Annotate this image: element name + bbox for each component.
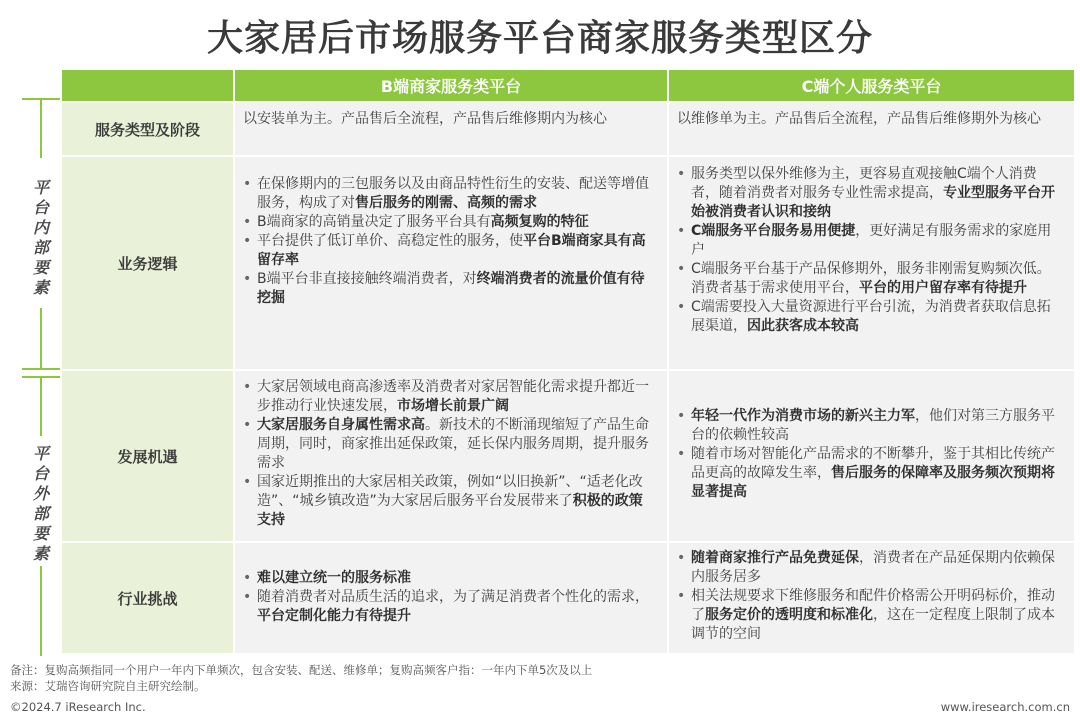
bullet-text-pre: B端平台非直接接触终端消费者，对	[257, 271, 477, 287]
bullet-item	[669, 165, 1062, 222]
opp-b-list	[235, 378, 649, 530]
bullet-text-pre: C端服务平台基于产品保修期外，服务非刚需复购频次低。消费者基于需求使用平台，	[691, 261, 1051, 296]
header-c: C端个人服务类平台	[669, 70, 1074, 101]
header-blank	[62, 70, 233, 101]
header-b: B端商家服务类平台	[235, 70, 667, 101]
bullet-item	[235, 378, 649, 416]
page-title: 大家居后市场服务平台商家服务类型区分	[206, 18, 873, 59]
bullet-text-pre: B端商家的高销量决定了服务平台具有	[257, 214, 491, 230]
opp-c-list	[669, 407, 1062, 502]
bullet-text-bold: 因此获客成本较高	[747, 318, 859, 334]
bullet-item	[235, 213, 649, 232]
cell-logic-b	[235, 157, 667, 369]
bullet-text-post: 。新技术的不断涌现缩短了产品生命周期，同时，商家推出延保政策，延长保内服务周期，提升服务需求	[257, 417, 649, 471]
bullet-text-post: ，消费者在产品延保期内依赖保内服务居多	[691, 550, 1055, 585]
cell-type-c: 以维修单为主。产品售后全流程，产品售后维修期外为核心	[669, 103, 1074, 155]
side-label-inner	[22, 98, 60, 370]
bullet-item	[235, 232, 649, 270]
side-text-inner: 平台内部要素	[32, 178, 49, 297]
bullet-text-pre: 随着市场对智能化产品需求的不断攀升，鉴于其相比传统产品更高的故障发生率，	[691, 446, 1055, 481]
bullet-item	[669, 298, 1062, 336]
bullet-text-bold: 市场增长前景广阔	[397, 398, 509, 414]
bullet-text-bold: 难以建立统一的服务标准	[257, 570, 411, 586]
row-label-logic: 业务逻辑	[62, 157, 233, 369]
bullet-item	[669, 260, 1062, 298]
source-note: 来源：艾瑞咨询研究院自主研究绘制。	[10, 679, 206, 693]
bullet-text-pre: 平台提供了低订单价、高稳定性的服务，使	[257, 233, 523, 249]
cell-opp-b	[235, 371, 667, 541]
bullet-item	[669, 549, 1062, 587]
bullet-text-bold: 终端消费者的流量价值有待挖掘	[257, 271, 645, 306]
cell-opp-c	[669, 371, 1074, 541]
cell-logic-c	[669, 157, 1074, 369]
bullet-text-pre: 相关法规要求下维修服务和配件价格需公开明码标价，推动了	[691, 588, 1055, 623]
bullet-text-pre: 大家居领域电商高渗透率及消费者对家居智能化需求提升都近一步推动行业快速发展，	[257, 379, 649, 414]
bullet-text-pre: 随着消费者对品质生活的追求，为了满足消费者个性化的需求，	[257, 589, 649, 605]
bullet-text-pre: C端需要投入大量资源进行平台引流，为消费者获取信息拓展渠道，	[691, 299, 1051, 334]
bullet-item	[235, 569, 649, 588]
bullet-item	[669, 407, 1062, 445]
chal-b-list	[235, 569, 649, 626]
bullet-item	[235, 270, 649, 308]
bullet-item	[669, 587, 1062, 644]
footnote: 备注：复购高频指同一个用户一年内下单频次，包含安装、配送、维修单；复购高频客户指：一年内下单5次及以上	[10, 663, 593, 677]
bullet-text-bold: C端服务平台服务易用便捷	[691, 223, 856, 239]
bullet-item	[669, 445, 1062, 502]
logic-b-list	[235, 175, 649, 308]
bullet-text-bold: 售后服务的保障率及服务频次预期将显著提高	[691, 465, 1055, 500]
cell-chal-b	[235, 543, 667, 653]
bullet-item	[235, 473, 649, 530]
cell-chal-c	[669, 543, 1074, 653]
bullet-text-post: ，这在一定程度上限制了成本调节的空间	[691, 607, 1055, 642]
bullet-text-post: ，他们对第三方服务平台的依赖性较高	[691, 408, 1055, 443]
bullet-text-bold: 平台定制化能力有待提升	[257, 608, 411, 624]
row-label-type: 服务类型及阶段	[62, 103, 233, 155]
bullet-text-bold: 随着商家推行产品免费延保	[691, 550, 859, 566]
chal-c-list	[669, 549, 1062, 644]
bullet-item	[235, 416, 649, 473]
bullet-text-bold: 高频复购的特征	[490, 214, 589, 230]
bullet-text-pre: 国家近期推出的大家居相关政策，例如“以旧换新”、“适老化改造”、“城乡镇改造”为大家居后服务平台发展带来了	[257, 474, 643, 509]
bullet-text-pre: 服务类型以保外维修为主，更容易直观接触C端个人消费者，随着消费者对服务专业性需求提高，	[691, 166, 1037, 201]
row-label-opportunity: 发展机遇	[62, 371, 233, 541]
bullet-text-bold: 平台的用户留存率有待提升	[859, 280, 1027, 296]
bullet-text-bold: 平台B端商家具有高留存率	[257, 233, 646, 268]
cell-type-b: 以安装单为主。产品售后全流程，产品售后维修期内为核心	[235, 103, 667, 155]
bullet-text-pre: 在保修期内的三包服务以及由商品特性衍生的安装、配送等增值服务，构成了对	[257, 176, 649, 211]
bullet-text-post: ，更好满足有服务需求的家庭用户	[691, 223, 1052, 258]
bullet-item	[669, 222, 1062, 260]
side-text-outer: 平台外部要素	[32, 444, 49, 563]
side-label-outer	[22, 376, 60, 656]
bullet-item	[235, 175, 649, 213]
bullet-text-bold: 服务定价的透明度和标准化	[705, 607, 873, 623]
copyright: ©2024.7 iResearch Inc.	[10, 700, 146, 714]
bullet-text-bold: 积极的政策支持	[257, 493, 643, 528]
bullet-text-bold: 年轻一代作为消费市场的新兴主力军	[691, 408, 915, 424]
logic-c-list	[669, 165, 1062, 336]
bullet-text-bold: 售后服务的刚需、高频的需求	[355, 195, 537, 211]
bullet-text-bold: 大家居服务自身属性需求高	[257, 417, 425, 433]
bullet-text-bold: 专业型服务平台开始被消费者认识和接纳	[691, 185, 1055, 220]
bullet-item	[235, 588, 649, 626]
website: www.iresearch.com.cn	[940, 700, 1070, 714]
row-label-challenge: 行业挑战	[62, 543, 233, 653]
